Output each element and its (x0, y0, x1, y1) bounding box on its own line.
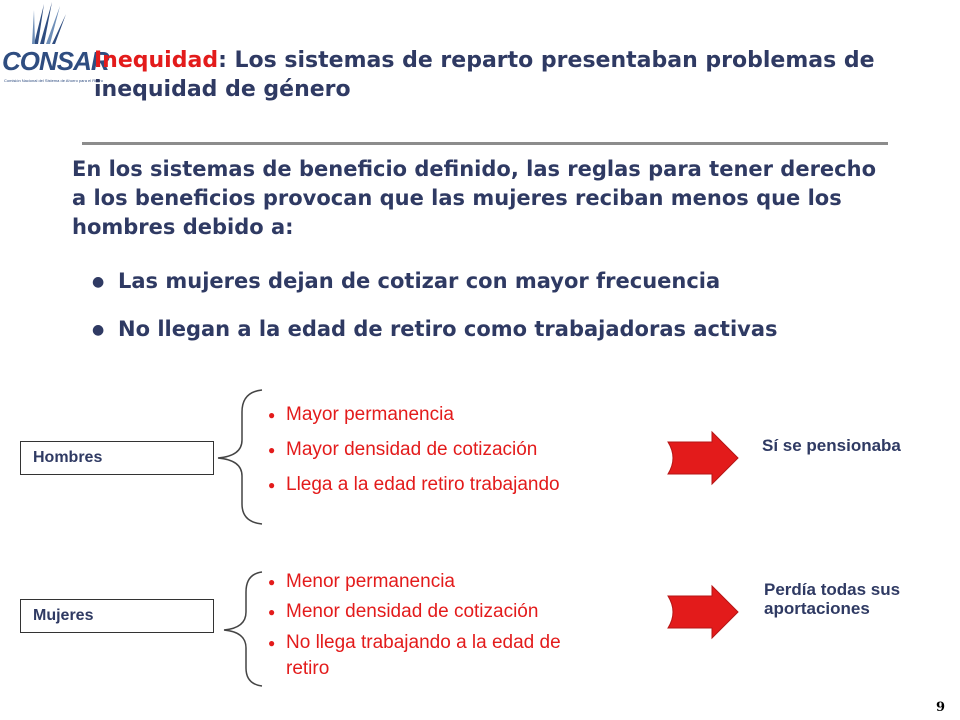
bullet-icon: ● (268, 605, 276, 619)
hombres-item-3: ● Llega a la edad retiro trabajando (268, 474, 560, 496)
hombres-item-1: ● Mayor permanencia (268, 404, 454, 426)
logo-subtitle: Comisión Nacional del Sistema de Ahorro para el Retiro (4, 78, 103, 83)
arrow-mujeres-icon (668, 586, 738, 638)
bullet-icon: ● (92, 322, 105, 338)
page-number: 9 (936, 700, 946, 715)
main-bullet-text: Las mujeres dejan de cotizar con mayor frecuencia (118, 269, 721, 293)
result-hombres: Sí se pensionaba (762, 436, 901, 455)
bullet-icon: ● (268, 575, 276, 589)
title-rest: : Los sistemas de reparto presentaban problemas de inequidad de género (94, 48, 875, 102)
brace-hombres (218, 390, 262, 524)
logo-wordmark: CONSAR (2, 46, 109, 76)
title-highlight: Inequidad (94, 48, 219, 73)
result-mujeres: Perdía todas sus aportaciones (764, 580, 901, 618)
bullet-icon: ● (92, 274, 105, 290)
bullet-icon: ● (268, 636, 276, 650)
arrow-hombres-icon (668, 432, 738, 484)
intro-paragraph: En los sistemas de beneficio definido, las reglas para tener derecho a los beneficios provocan que las mujeres reciban menos que los hombres debido a: (72, 157, 876, 239)
hombres-item-2: ● Mayor densidad de cotización (268, 439, 538, 461)
brace-mujeres (224, 572, 262, 686)
mujeres-item-2: ● Menor densidad de cotización (268, 601, 539, 623)
bullet-icon: ● (268, 478, 276, 492)
bullet-icon: ● (268, 443, 276, 457)
mujeres-item-3: ● No llega trabajando a la edad de (268, 632, 561, 654)
mujeres-item-3-continued: retiro (286, 658, 330, 679)
main-bullet-text: No llegan a la edad de retiro como trabajadoras activas (118, 317, 778, 341)
bullet-icon: ● (268, 408, 276, 422)
label-box-hombres: Hombres (20, 441, 214, 475)
label-box-mujeres: Mujeres (20, 599, 214, 633)
mujeres-item-1: ● Menor permanencia (268, 571, 455, 593)
